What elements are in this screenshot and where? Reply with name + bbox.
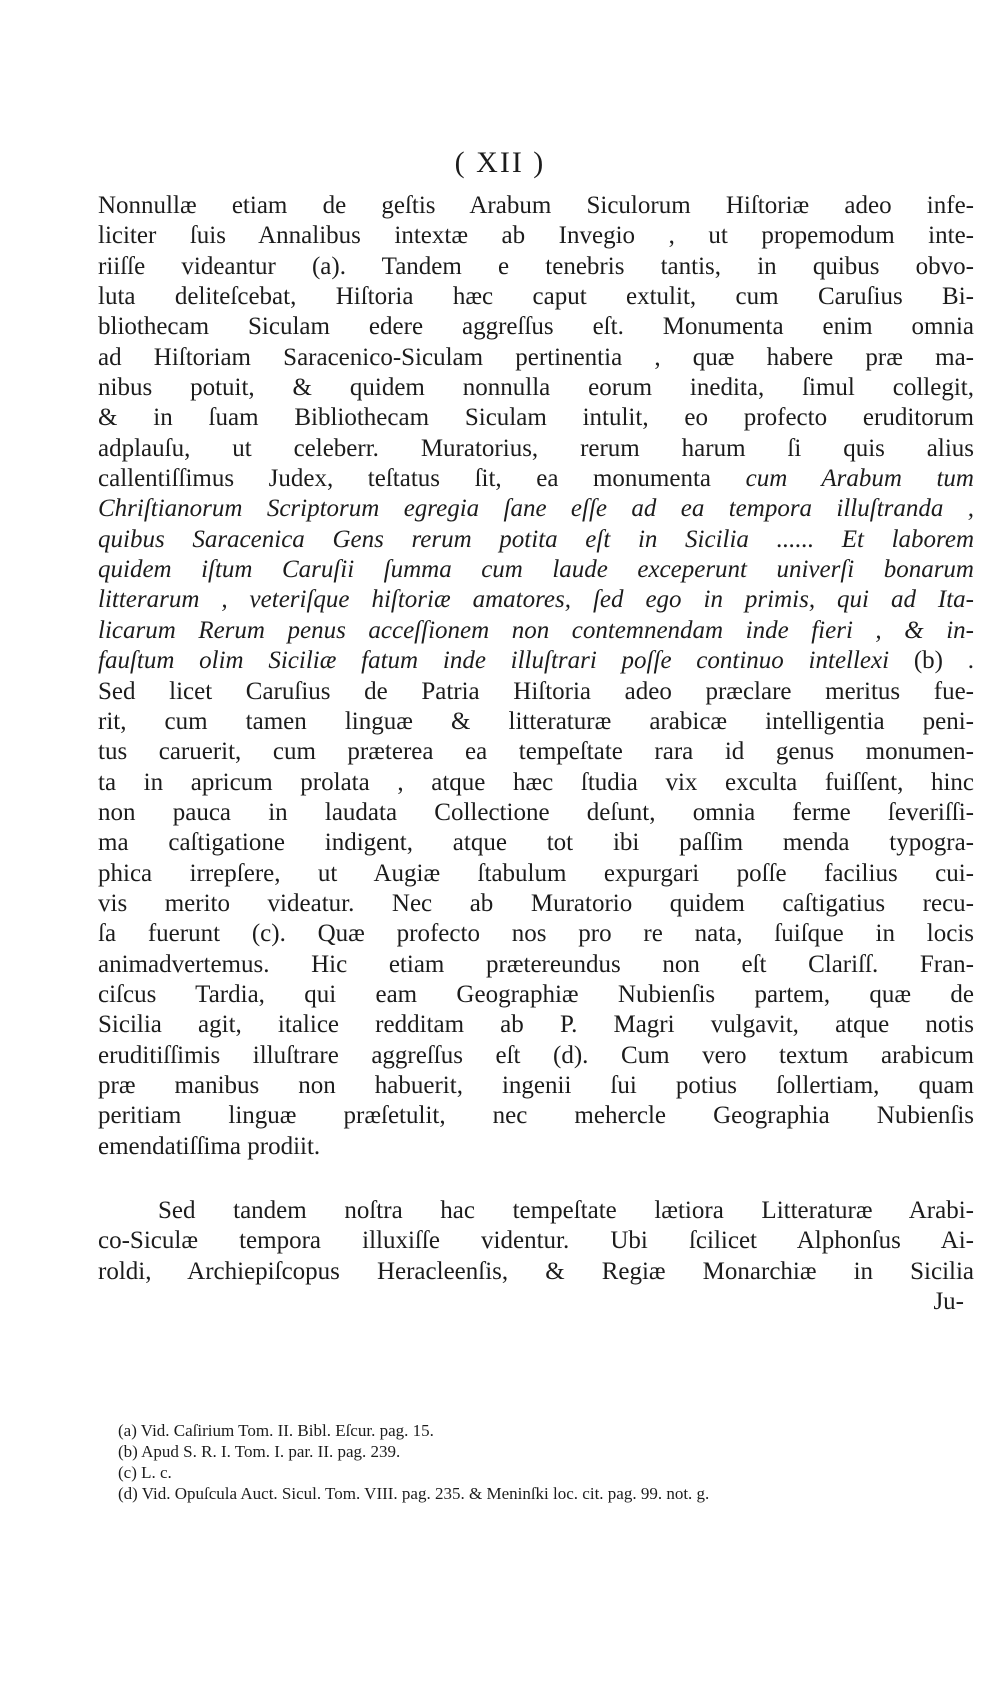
footnote: (c) L. c.: [118, 1463, 172, 1482]
text-line: ta in apricum prolata , atque hæc ſtudia vix exculta fuiſſent, hinc: [98, 768, 974, 796]
italic-segment: cum Arabum tum: [745, 465, 974, 493]
text-line: luta deliteſcebat, Hiſtoria hæc caput extulit, cum Caruſius Bi-: [98, 283, 974, 311]
text-line: ma caſtigatione indigent, atque tot ibi paſſim menda typogra-: [98, 829, 974, 857]
text-line: non pauca in laudata Collectione deſunt, omnia ferme ſeveriſſi-: [98, 798, 974, 826]
text-line: ſa fuerunt (c). Quæ profecto nos pro re nata, ſuiſque in locis: [98, 920, 974, 948]
italic-line: licarum Rerum penus acceſſionem non contemnendam inde fieri , & in-: [98, 616, 974, 644]
text-line: Nonnullæ etiam de geſtis Arabum Siculorum Hiſtoriæ adeo infe-: [98, 192, 974, 219]
text-line: ad Hiſtoriam Saracenico-Siculam pertinentia , quæ habere præ ma-: [98, 343, 974, 371]
text-line: co-Siculæ tempora illuxiſſe videntur. Ubi ſcilicet Alphonſus Ai-: [98, 1227, 974, 1255]
footnote: (a) Vid. Caſirium Tom. II. Bibl. Eſcur. pag. 15.: [118, 1421, 434, 1440]
text-line: ciſcus Tardia, qui eam Geographiæ Nubienſis partem, quæ de: [98, 980, 974, 1008]
catchword: Ju-: [933, 1288, 964, 1316]
text-line: & in ſuam Bibliothecam Siculam intulit, eo profecto eruditorum: [98, 404, 974, 432]
text-line-mixed: [98, 646, 974, 676]
text-line: emendatiſſima prodiit.: [98, 1132, 321, 1160]
italic-line: quibus Saracenica Gens rerum potita eſt in Sicilia ...... Et laborem: [98, 525, 974, 553]
text-line: Sed tandem noſtra hac tempeſtate lætiora Litteraturæ Arabi-: [158, 1197, 974, 1224]
italic-segment: fauſtum olim Siciliæ fatum inde illuſtrari poſſe continuo intellexi: [98, 647, 890, 675]
text-line: Sed licet Caruſius de Patria Hiſtoria adeo præclare meritus fue-: [98, 677, 974, 705]
text-line: Sicilia agit, italice redditam ab P. Magri vulgavit, atque notis: [98, 1011, 974, 1039]
text-line: phica irrepſere, ut Augiæ ſtabulum expurgari poſſe facilius cui-: [98, 859, 974, 887]
text-line: peritiam linguæ præſetulit, nec mehercle Geographia Nubienſis: [98, 1102, 974, 1130]
text-line: bliothecam Siculam edere aggreſſus eſt. Monumenta enim omnia: [98, 313, 974, 341]
text-line: nibus potuit, & quidem nonnulla eorum inedita, ſimul collegit,: [98, 374, 974, 402]
text-line: adplauſu, ut celeberr. Muratorius, rerum harum ſi quis alius: [98, 434, 974, 462]
text-segment: callentiſſimus Judex, teſtatus ſit, ea monumenta: [98, 465, 712, 493]
page-number: ( XII ): [454, 146, 546, 179]
text-line: animadvertemus. Hic etiam prætereundus non eſt Clariſſ. Fran-: [98, 950, 974, 978]
text-line: liciter ſuis Annalibus intextæ ab Invegio , ut propemodum inte-: [98, 222, 974, 250]
text-line: vis merito videatur. Nec ab Muratorio quidem caſtigatius recu-: [98, 889, 974, 917]
footnote: (b) Apud S. R. I. Tom. I. par. II. pag. 239.: [118, 1442, 401, 1461]
italic-line: Chriſtianorum Scriptorum egregia ſane eſſe ad ea tempora illuſtranda ,: [98, 495, 974, 523]
text-line: tus caruerit, cum præterea ea tempeſtate rara id genus monumen-: [98, 738, 974, 766]
footnote: (d) Vid. Opuſcula Auct. Sicul. Tom. VIII. pag. 235. & Meninſki loc. cit. pag. 99. not. g.: [118, 1484, 710, 1503]
italic-line: litterarum , veteriſque hiſtoriæ amatores, ſed ego in primis, qui ad Ita-: [98, 586, 974, 614]
paragraph-gap: [98, 1162, 974, 1196]
footnote-ref: (b) .: [913, 647, 975, 675]
text-line-mixed: [98, 464, 974, 494]
text-line: roldi, Archiepiſcopus Heracleenſis, & Regiæ Monarchiæ in Sicilia: [98, 1257, 974, 1285]
text-line: eruditiſſimis illuſtrare aggreſſus eſt (d). Cum vero textum arabicum: [98, 1041, 974, 1069]
text-line: riiſſe videantur (a). Tandem e tenebris tantis, in quibus obvo-: [98, 252, 974, 280]
text-line: præ manibus non habuerit, ingenii ſui potius ſollertiam, quam: [98, 1071, 974, 1099]
body-text: [98, 191, 974, 1317]
text-line: rit, cum tamen linguæ & litteraturæ arabicæ intelligentia peni-: [98, 707, 974, 735]
footnotes: [118, 1420, 974, 1504]
italic-line: quidem iſtum Caruſii ſumma cum laude exceperunt univerſi bonarum: [98, 556, 974, 584]
